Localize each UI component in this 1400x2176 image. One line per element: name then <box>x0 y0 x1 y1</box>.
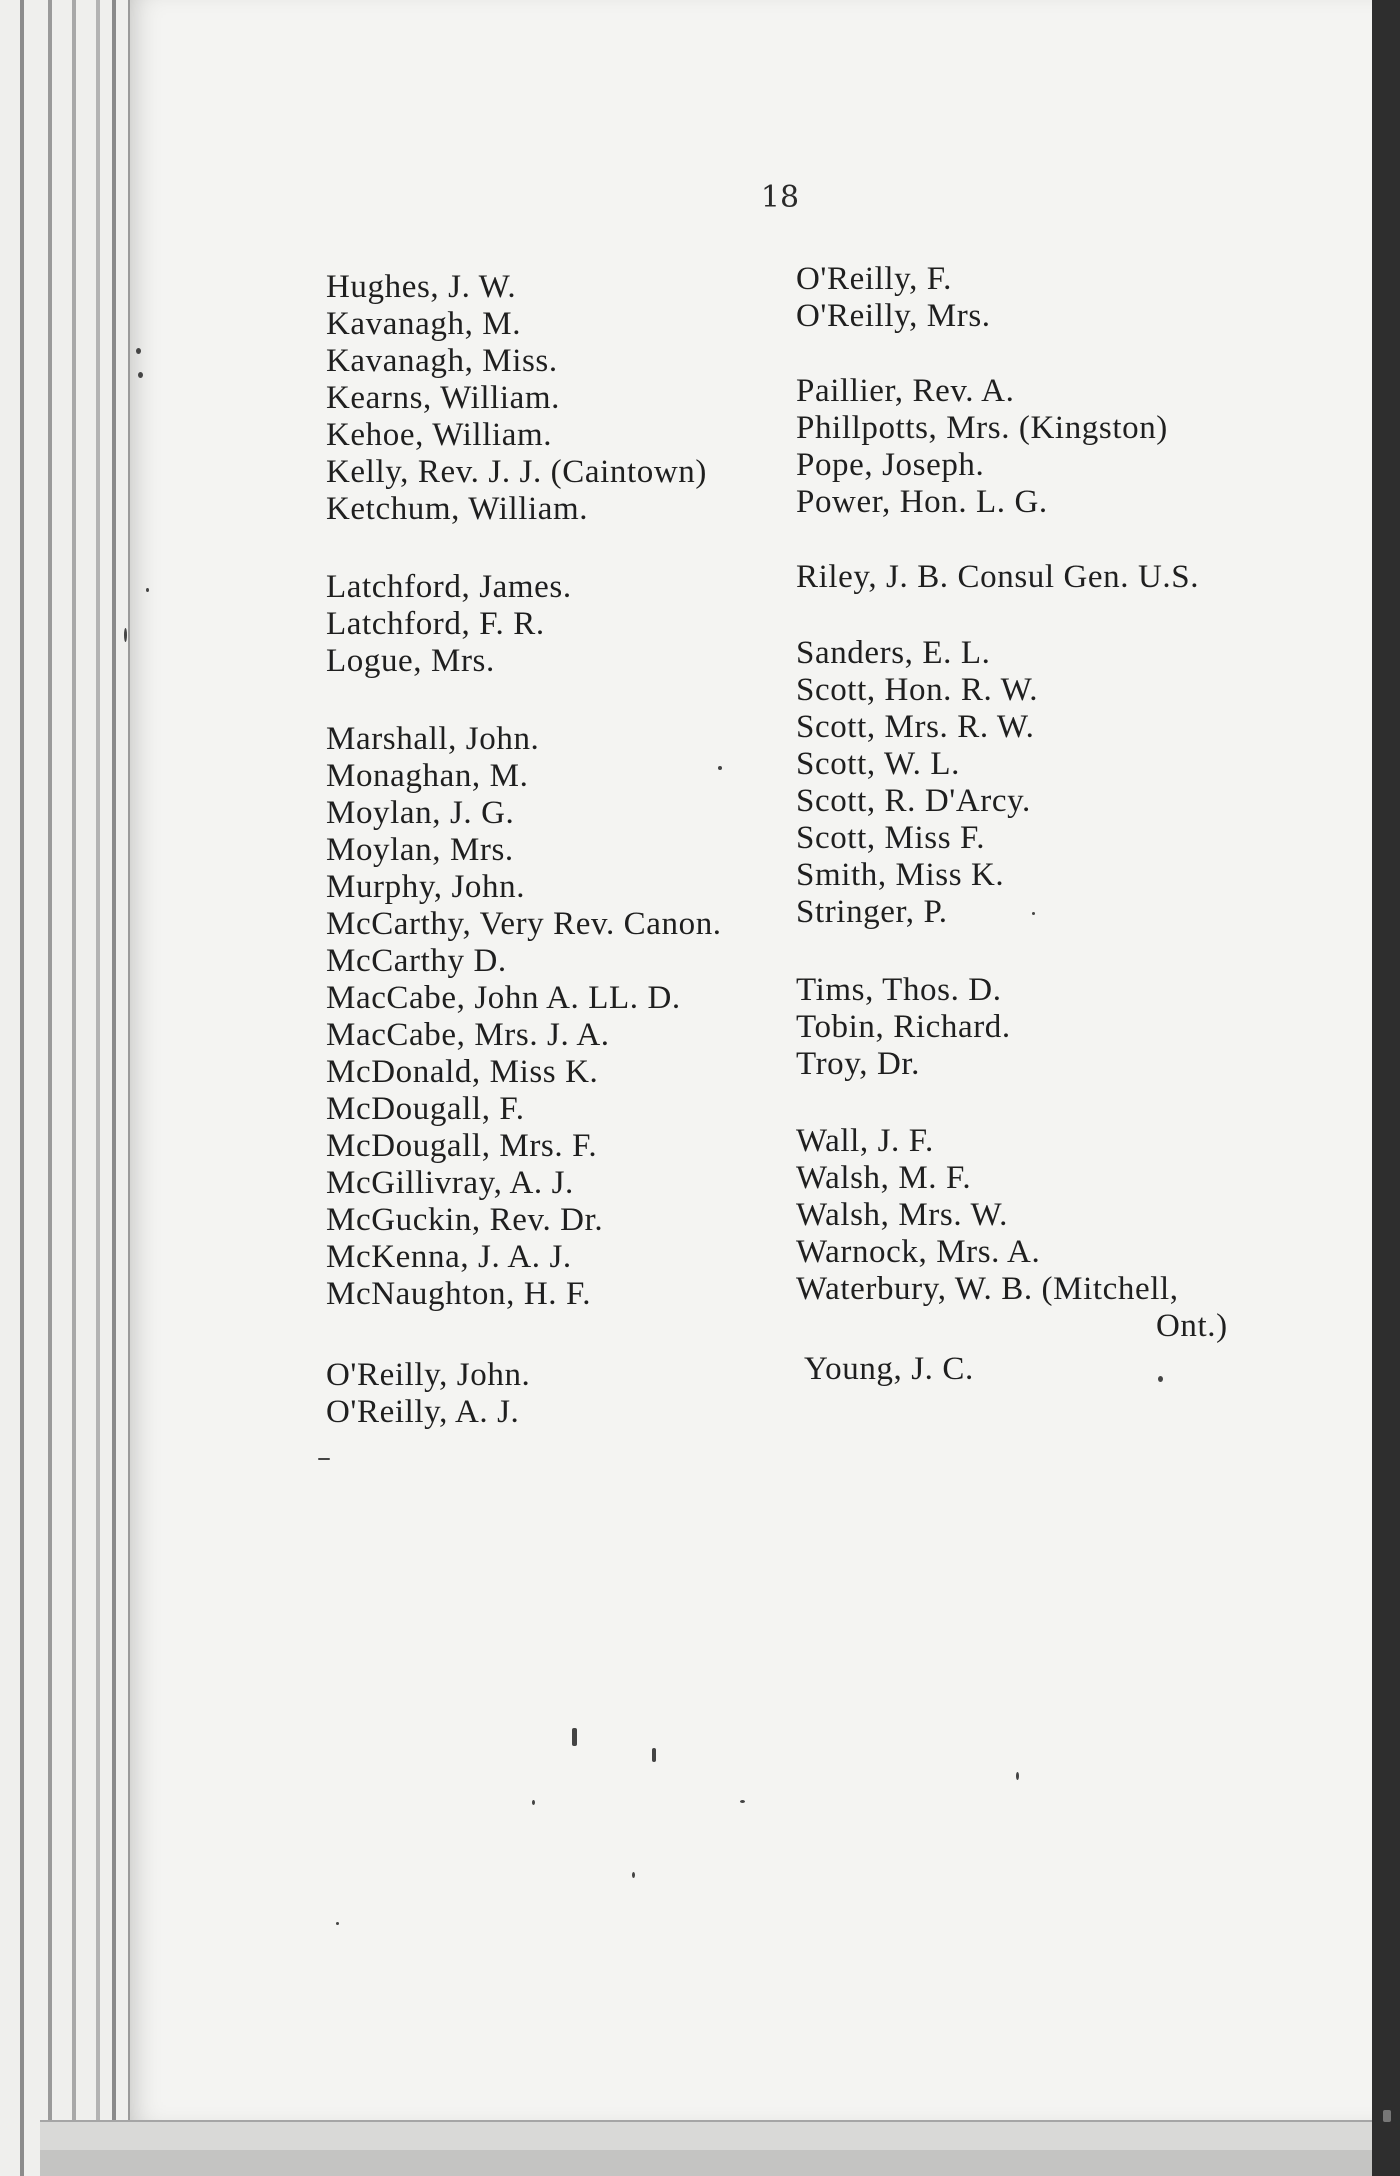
page-number: 18 <box>760 180 800 215</box>
list-item: Moylan, J. G. <box>326 795 515 831</box>
list-item: Ont.) <box>1156 1308 1228 1344</box>
scan-speck <box>1383 2110 1391 2122</box>
list-item: Young, J. C. <box>804 1351 974 1387</box>
list-item: McDougall, Mrs. F. <box>326 1128 598 1164</box>
page-edge <box>48 0 52 2176</box>
list-item: Waterbury, W. B. (Mitchell, <box>796 1271 1179 1307</box>
list-item: Kavanagh, M. <box>326 306 522 342</box>
list-item: Walsh, M. F. <box>796 1160 972 1196</box>
scan-speck <box>1016 1772 1019 1780</box>
list-item: McKenna, J. A. J. <box>326 1239 572 1275</box>
scan-speck <box>138 372 143 378</box>
list-item: Riley, J. B. Consul Gen. U.S. <box>796 559 1200 595</box>
list-item: O'Reilly, A. J. <box>326 1394 520 1430</box>
list-item: McCarthy D. <box>326 943 507 979</box>
list-item: Troy, Dr. <box>796 1046 920 1082</box>
list-item: Monaghan, M. <box>326 758 529 794</box>
scan-speck <box>136 348 141 354</box>
page-edge <box>112 0 116 2176</box>
list-item: McDonald, Miss K. <box>326 1054 599 1090</box>
scan-speck <box>632 1872 635 1878</box>
scan-speck <box>318 1458 330 1460</box>
list-item: Stringer, P. <box>796 894 948 930</box>
list-item: Smith, Miss K. <box>796 857 1005 893</box>
book-cover-edge <box>1372 0 1400 2176</box>
scan-speck <box>1158 1376 1163 1382</box>
scan-speck <box>652 1748 656 1762</box>
list-item: Logue, Mrs. <box>326 643 495 679</box>
list-item: Phillpotts, Mrs. (Kingston) <box>796 410 1168 446</box>
list-item: Paillier, Rev. A. <box>796 373 1015 409</box>
list-item: McNaughton, H. F. <box>326 1276 592 1312</box>
list-item: Ketchum, William. <box>326 491 589 527</box>
list-item: Wall, J. F. <box>796 1123 934 1159</box>
list-item: McGillivray, A. J. <box>326 1165 574 1201</box>
list-item: Scott, R. D'Arcy. <box>796 783 1031 819</box>
list-item: McCarthy, Very Rev. Canon. <box>326 906 722 942</box>
scan-speck <box>124 628 127 642</box>
list-item: O'Reilly, Mrs. <box>796 298 991 334</box>
page-bottom-edge <box>40 2150 1380 2176</box>
list-item: Latchford, F. R. <box>326 606 545 642</box>
scan-speck <box>718 766 722 770</box>
list-item: Scott, Mrs. R. W. <box>796 709 1035 745</box>
list-item: Moylan, Mrs. <box>326 832 514 868</box>
page-edge <box>72 0 76 2176</box>
scan-speck <box>146 588 149 592</box>
list-item: Latchford, James. <box>326 569 572 605</box>
list-item: Kavanagh, Miss. <box>326 343 558 379</box>
list-item: Murphy, John. <box>326 869 526 905</box>
page-sheet <box>128 0 1374 2120</box>
list-item: MacCabe, Mrs. J. A. <box>326 1017 610 1053</box>
list-item: Scott, Hon. R. W. <box>796 672 1039 708</box>
page-edge <box>96 0 100 2176</box>
list-item: Tobin, Richard. <box>796 1009 1011 1045</box>
scan-speck <box>572 1728 577 1746</box>
list-item: Warnock, Mrs. A. <box>796 1234 1041 1270</box>
list-item: Marshall, John. <box>326 721 540 757</box>
list-item: McGuckin, Rev. Dr. <box>326 1202 604 1238</box>
list-item: Scott, W. L. <box>796 746 960 782</box>
scan-speck <box>336 1922 339 1925</box>
list-item: Pope, Joseph. <box>796 447 985 483</box>
list-item: Scott, Miss F. <box>796 820 986 856</box>
list-item: MacCabe, John A. LL. D. <box>326 980 681 1016</box>
scan-speck <box>1032 912 1035 915</box>
scan-speck <box>532 1800 535 1805</box>
list-item: O'Reilly, F. <box>796 261 952 297</box>
list-item: Walsh, Mrs. W. <box>796 1197 1009 1233</box>
list-item: Kearns, William. <box>326 380 561 416</box>
list-item: Hughes, J. W. <box>326 269 517 305</box>
page-edge <box>20 0 24 2176</box>
scan-speck <box>740 1800 745 1803</box>
list-item: Sanders, E. L. <box>796 635 991 671</box>
list-item: Tims, Thos. D. <box>796 972 1002 1008</box>
list-item: McDougall, F. <box>326 1091 525 1127</box>
list-item: Kehoe, William. <box>326 417 553 453</box>
list-item: O'Reilly, John. <box>326 1357 531 1393</box>
list-item: Kelly, Rev. J. J. (Caintown) <box>326 454 707 490</box>
list-item: Power, Hon. L. G. <box>796 484 1048 520</box>
